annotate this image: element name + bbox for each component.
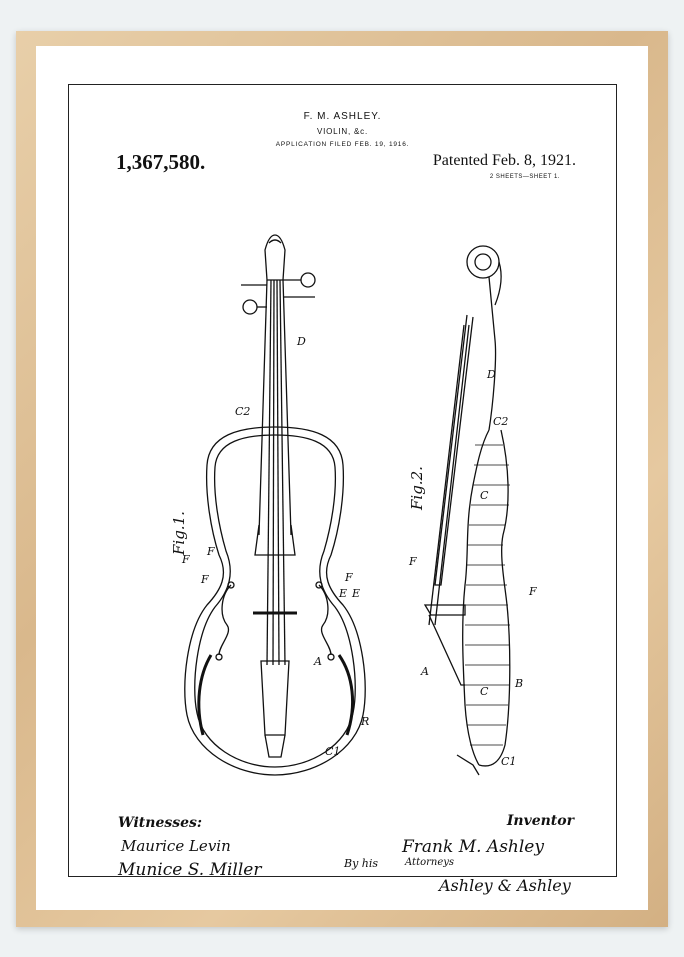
fig1-letter-r: R (361, 715, 370, 728)
fig2-letter-f-a: F (409, 555, 417, 568)
wooden-frame (16, 31, 668, 927)
fig1-letter-f-b: F (201, 573, 209, 586)
attorneys-label: Attorneys (405, 857, 455, 868)
witness-signature-2: Munice S. Miller (118, 860, 262, 880)
fig1-letter-c1: C1 (325, 745, 341, 758)
patent-date: Patented Feb. 8, 1921. (432, 152, 576, 169)
patent-inventor-name: F. M. ASHLEY. (303, 111, 382, 122)
attorney-signature: Ashley & Ashley (439, 876, 571, 895)
fig1-letter-f-a: F (182, 553, 190, 566)
fig2-letter-a: A (421, 665, 429, 678)
fig2-letter-c-b: C (480, 685, 489, 698)
fig2-label: Fig.2. (408, 466, 426, 510)
patent-filed-date: APPLICATION FILED FEB. 19, 1916. (275, 141, 410, 148)
fig2-letter-c-a: C (480, 489, 489, 502)
fig1-letter-d: D (297, 335, 306, 348)
fig2-letter-f-b: F (529, 585, 537, 598)
fig2-letter-b: B (515, 677, 524, 690)
fig1-label: Fig.1. (170, 511, 188, 555)
fig1-letter-a: A (314, 655, 322, 668)
fig2-letter-c2: C2 (493, 415, 509, 428)
by-his-label: By his (344, 857, 379, 870)
patent-title: VIOLIN, &c. (316, 127, 369, 136)
violin-drawings (69, 85, 616, 876)
patent-print (68, 84, 617, 895)
inventor-label: Inventor (506, 813, 574, 829)
witnesses-label: Witnesses: (118, 815, 203, 831)
inventor-signature: Frank M. Ashley (402, 837, 544, 857)
witness-signature-1: Maurice Levin (121, 837, 231, 855)
fig1-letter-f-c: F (345, 571, 353, 584)
patent-number: 1,367,580. (116, 150, 206, 174)
violin-front-view (185, 235, 365, 775)
fig2-letter-d: D (487, 368, 496, 381)
fig1-letter-f-d: F (207, 545, 215, 558)
fig1-letter-c2: C2 (235, 405, 251, 418)
fig2-letter-c1: C1 (501, 755, 517, 768)
fig1-letter-e-a: E (339, 587, 348, 600)
violin-side-view (425, 246, 510, 775)
patent-sheets: 2 SHEETS—SHEET 1. (489, 174, 560, 180)
fig1-letter-e-b: E (352, 587, 361, 600)
poster-mat (36, 46, 648, 910)
